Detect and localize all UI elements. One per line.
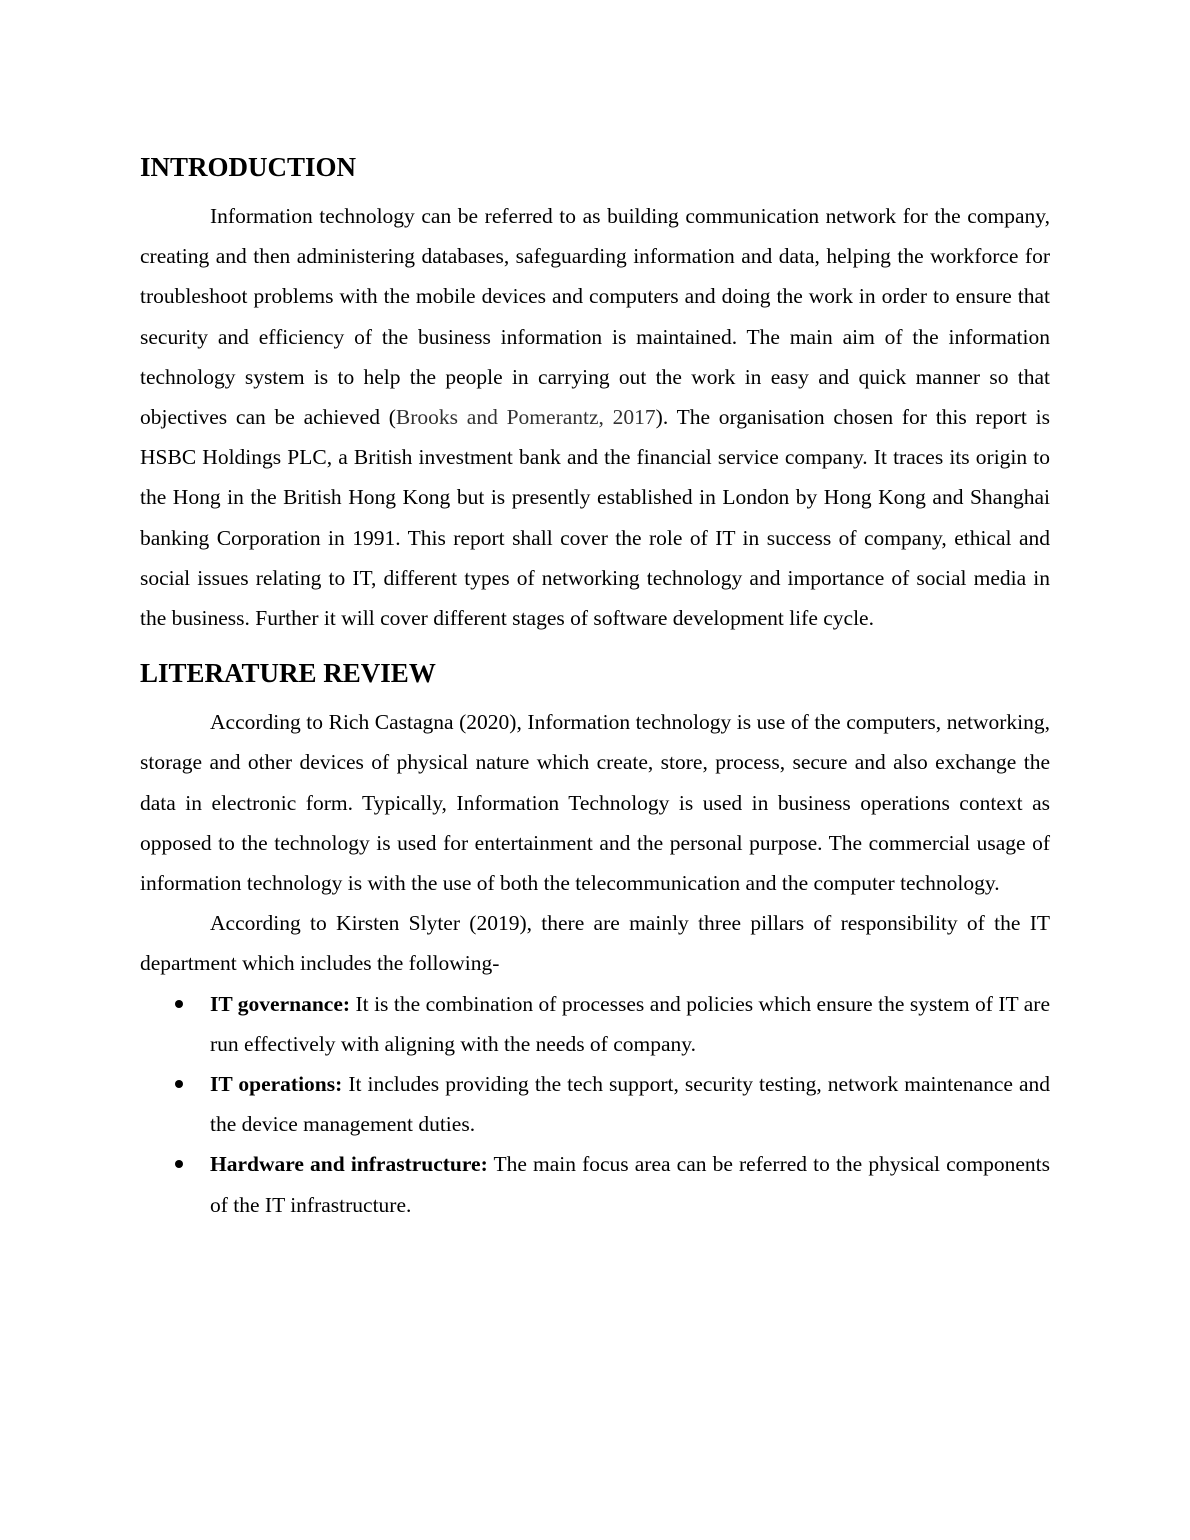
citation-brooks-pomerantz: Brooks and Pomerantz, 2017	[395, 405, 656, 430]
pillar-term: IT governance:	[210, 991, 351, 1016]
literature-paragraph-slyter: According to Kirsten Slyter (2019), there are mainly three pillars of responsibility of the IT department which includes the following-	[140, 911, 1050, 976]
list-item-it-governance	[140, 984, 1050, 1064]
introduction-heading: INTRODUCTION	[140, 152, 357, 182]
list-item-hardware-infrastructure	[140, 1144, 1050, 1224]
pillars-list	[140, 984, 1050, 1225]
introduction-paragraph	[140, 196, 1050, 638]
list-item-it-operations	[140, 1064, 1050, 1144]
pillar-description: It is the combination of processes and policies which ensure the system of IT are run effectively with aligning with the needs of company.	[210, 991, 1050, 1056]
document-page	[140, 148, 1050, 1225]
bullet-icon	[175, 1080, 183, 1088]
pillar-term: IT operations:	[210, 1072, 343, 1097]
pillar-term: Hardware and infrastructure:	[210, 1152, 488, 1177]
literature-review-heading: LITERATURE REVIEW	[140, 658, 436, 689]
introduction-text-start: Information technology can be referred to as building communication network for the company, creating and then administering databases, safeguarding information and data, helping the workforce for troubleshoot problems with the mobile devices and computers and doing the work in order to ensure that security and efficiency of the business information is maintained. The main aim of the information technology system is to help the people in carrying out the work in easy and quick manner so that objectives can be achieved (	[140, 204, 1050, 430]
pillar-description: The main focus area can be referred to the physical components of the IT infrastructure.	[210, 1152, 1050, 1217]
literature-paragraph-castagna: According to Rich Castagna (2020), Information technology is use of the computers, networking, storage and other devices of physical nature which create, store, process, secure and also exchange the data in electronic form. Typically, Information Technology is used in business operations context as opposed to the technology is used for entertainment and the personal purpose. The commercial usage of information technology is with the use of both the telecommunication and the computer technology.	[140, 710, 1050, 896]
bullet-icon	[175, 1160, 183, 1168]
introduction-text-end: ). The organisation chosen for this report is HSBC Holdings PLC, a British investment bank and the financial service company. It traces its origin to the Hong in the British Hong Kong but is presently established in London by Hong Kong and Shanghai banking Corporation in 1991. This report shall cover the role of IT in success of company, ethical and social issues relating to IT, different types of networking technology and importance of social media in the business. Further it will cover different stages of software development life cycle.	[140, 405, 1050, 631]
bullet-icon	[175, 1000, 183, 1008]
pillar-description: It includes providing the tech support, security testing, network maintenance and the device management duties.	[210, 1072, 1050, 1137]
